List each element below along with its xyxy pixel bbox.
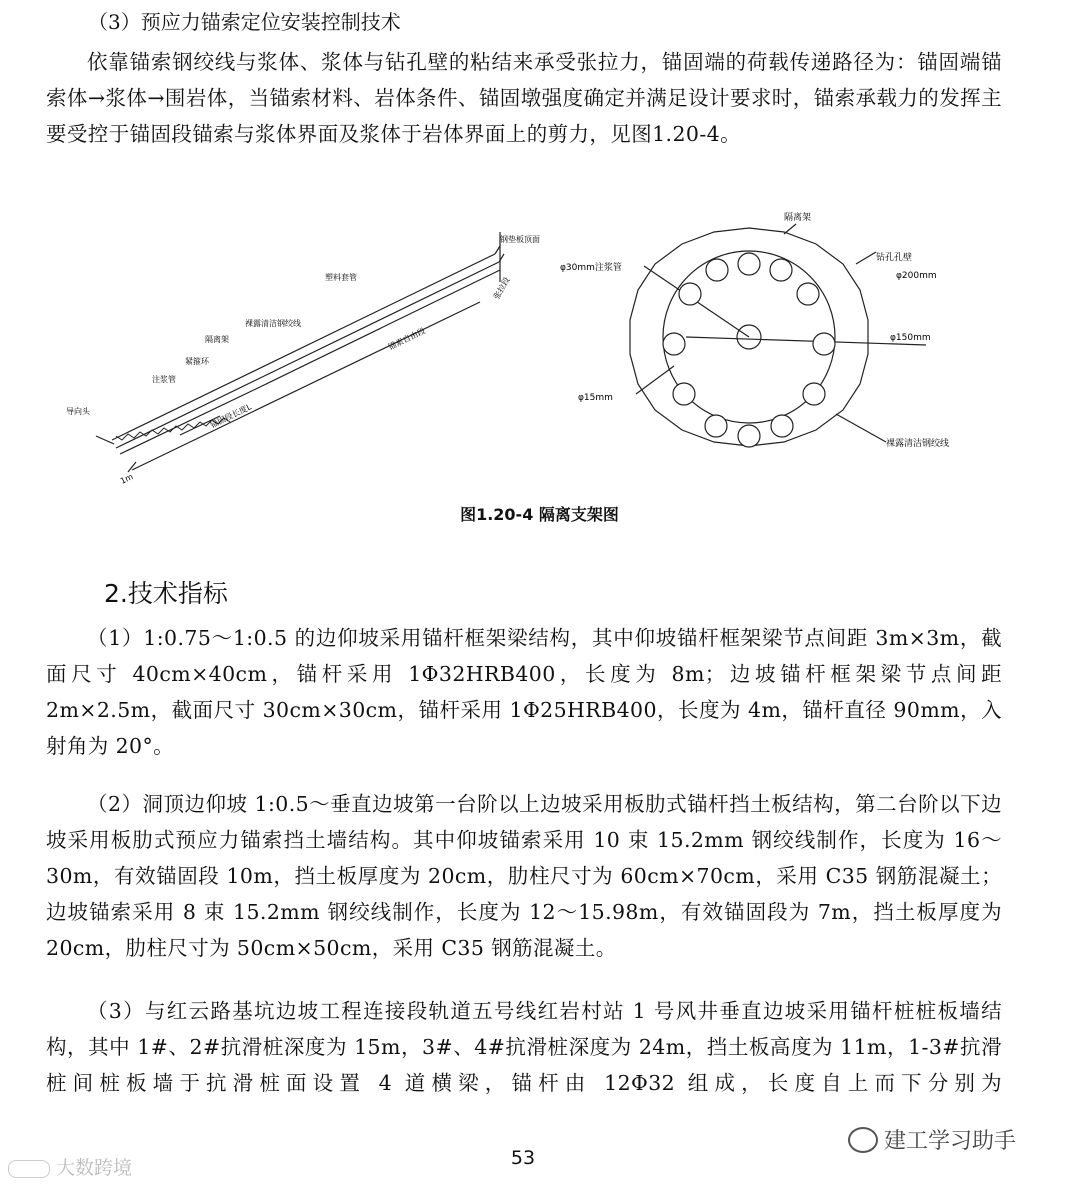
label-spacer: 隔离架	[205, 335, 229, 344]
label-bare-strand: 裸露清洁钢绞线	[245, 319, 301, 328]
spacer-cross-section-diagram	[556, 204, 976, 490]
watermark-right-text: 建工学习助手	[884, 1129, 1017, 1154]
intro-paragraph: 依靠锚索钢绞线与浆体、浆体与钻孔壁的粘结来承受张拉力，锚固端的荷载传递路径为：锚固端锚索体→浆体→围岩体，当锚索材料、岩体条件、锚固墩强度确定并满足设计要求时，锚索承载力的发挥主要受控于锚固段锚索与浆体界面及浆体于岩体界面上的剪力，见图1.20-4。	[46, 50, 1002, 146]
section-2-heading: 2.技术指标	[104, 579, 228, 608]
watermark-left-text: 大数跨境	[56, 1157, 133, 1179]
label-inner-dia: φ150mm	[890, 333, 931, 343]
label-free-length: 锚索自由段	[386, 326, 427, 352]
label-plastic-sleeve: 塑料套管	[325, 273, 357, 282]
label-strand-dia: φ15mm	[578, 393, 613, 403]
label-anchor-length: 锚固段长度L	[208, 402, 253, 430]
page-number: 53	[510, 1147, 536, 1169]
watermark-left	[8, 1153, 132, 1180]
paragraph-3: （3）与红云路基坑边坡工程连接段轨道五号线红岩村站 1 号风井垂直边坡采用锚杆桩桩板墙结构，其中 1#、2#抗滑桩深度为 15m，3#、4#抗滑桩深度为 24m，挡土板高度为 11m，1-3#抗滑桩间桩板墙于抗滑桩面设置 4 道横梁，锚杆由 12Φ32 组成，长度自上而下分别为	[46, 999, 1002, 1095]
label-borehole-wall: 钻孔孔壁	[876, 253, 913, 263]
label-guide-head: 导向头	[66, 407, 90, 416]
label-bare-strand-right: 裸露清洁钢绞线	[886, 439, 950, 449]
label-borehole-dia: φ200mm	[896, 271, 937, 281]
label-grout-pipe-right: φ30mm注浆管	[560, 263, 622, 273]
label-tension-section: 张拉段	[491, 275, 512, 301]
label-grout-pipe: 注浆管	[152, 375, 176, 384]
watermark-right	[848, 1124, 1016, 1155]
label-spacer-right: 隔离架	[784, 213, 812, 223]
paragraph-2: （2）洞顶边仰坡 1:0.5～垂直边坡第一台阶以上边坡采用板肋式锚杆挡土板结构，第二台阶以下边坡采用板肋式预应力锚索挡土墙结构。其中仰坡锚索采用 10 束 15.2mm 钢绞线制作，长度为 16～30m，有效锚固段 10m，挡土板厚度为 20cm，肋柱尺寸为 60cm×70cm，采用 C35 钢筋混凝土；边坡锚索采用 8 束 15.2mm 钢绞线制作，长度为 12～15.98m，有效锚固段为 7m，挡土板厚度为 20cm，肋柱尺寸为 50cm×50cm，采用 C35 钢筋混凝土。	[46, 792, 1002, 960]
label-one-m: 1m	[118, 472, 135, 486]
paragraph-1: （1）1:0.75～1:0.5 的边仰坡采用锚杆框架梁结构，其中仰坡锚杆框架梁节点间距 3m×3m，截面尺寸 40cm×40cm，锚杆采用 1Φ32HRB400，长度为 8m；边坡锚杆框架梁节点间距 2m×2.5m，截面尺寸 30cm×30cm，锚杆采用 1Φ25HRB400，长度为 4m，锚杆直径 90mm，入射角为 20°。	[46, 626, 1002, 758]
section-3-heading: （3）预应力锚索定位安装控制技术	[88, 10, 401, 34]
wechat-icon	[848, 1127, 878, 1153]
anchor-longitudinal-diagram	[60, 222, 560, 490]
watermark-logo-icon	[8, 1160, 50, 1178]
figure-caption: 图1.20-4 隔离支架图	[460, 505, 619, 524]
label-top-surface: 钢垫板顶面	[500, 235, 540, 244]
label-tie-ring: 紧箍环	[185, 357, 209, 366]
